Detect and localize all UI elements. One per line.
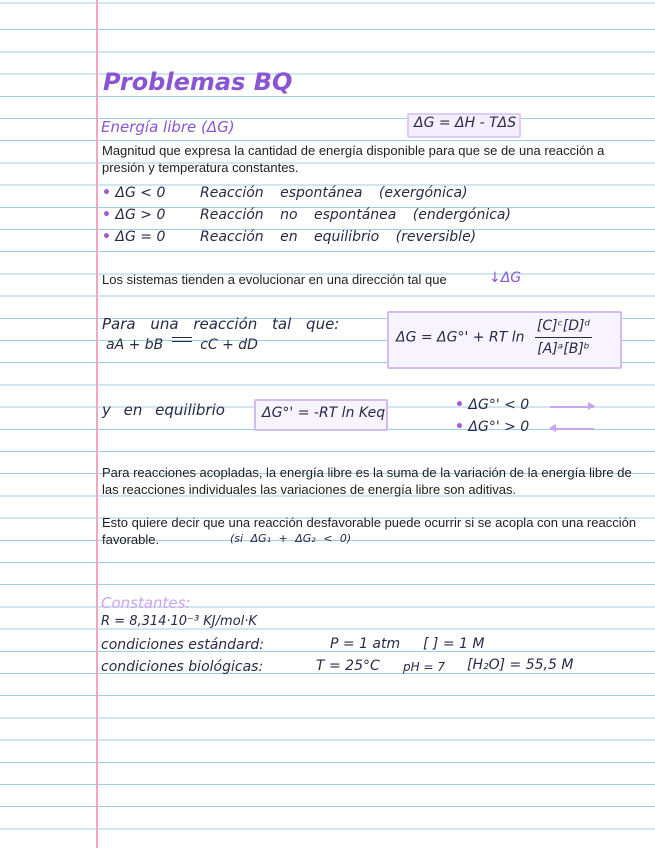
standard-pressure: P = 1 atm: [330, 636, 401, 652]
section-heading-free-energy: Energía libre (ΔG): [101, 118, 235, 136]
standard-concentration: [ ] = 1 M: [423, 636, 485, 652]
case-row: [102, 229, 165, 245]
case-row: [102, 185, 165, 201]
bullet: •: [102, 207, 111, 223]
equation-prefix: ΔG = ΔG°' + RT ln: [396, 329, 525, 346]
case-row: [102, 207, 165, 223]
equilibrium-case-text: ΔG°' > 0: [468, 419, 530, 435]
equilibrium-case: [455, 397, 529, 413]
bullet: •: [455, 397, 464, 413]
arrow-right-icon: [550, 406, 594, 408]
equilibrium-arrows-icon: [172, 334, 192, 345]
case-condition: ΔG > 0: [115, 207, 166, 223]
page-title: Problemas BQ: [103, 68, 293, 96]
equilibrium-case: [455, 419, 529, 435]
fraction-denominator: [A]ᵃ[B]ᵇ: [537, 341, 590, 357]
reaction-equation: [106, 337, 258, 353]
equilibrium-case-text: ΔG°' < 0: [468, 397, 530, 413]
reaction-right: cC + dD: [200, 337, 258, 353]
case-condition: ΔG < 0: [115, 185, 166, 201]
case-description: Reacción espontánea (exergónica): [200, 185, 468, 201]
bullet: •: [455, 419, 464, 435]
water-concentration: [H₂O] = 55,5 M: [467, 657, 574, 673]
standard-conditions-label: condiciones estándard:: [101, 637, 264, 653]
coupled-note: (si ΔG₁ + ΔG₂ < 0): [230, 532, 352, 545]
concentration-fraction: [535, 316, 592, 359]
constants-heading: Constantes:: [101, 594, 191, 612]
coupled-paragraph-2: Esto quiere decir que una reacción desfavorable puede ocurrir si se acopla con una reacción favorable.: [102, 515, 637, 547]
reaction-left: aA + bB: [106, 337, 164, 353]
definition-text: Magnitud que expresa la cantidad de energía disponible para que se de una reacción a presión y temperatura constantes.: [102, 143, 605, 175]
fraction-numerator: [C]ᶜ[D]ᵈ: [535, 316, 592, 338]
case-description: Reacción en equilibrio (reversible): [200, 229, 477, 245]
bullet: •: [102, 229, 111, 245]
tendency-text: Los sistemas tienden a evolucionar en una dirección tal que: [102, 272, 447, 287]
case-condition: ΔG = 0: [115, 229, 166, 245]
equilibrium-label: y en equilibrio: [102, 401, 225, 419]
free-energy-equation: [396, 316, 592, 359]
reaction-intro: Para una reacción tal que:: [102, 315, 340, 333]
biological-temperature: T = 25°C: [316, 658, 380, 674]
biological-conditions-label: condiciones biológicas:: [101, 659, 264, 675]
biological-ph: pH = 7: [403, 660, 445, 674]
coupled-paragraph: Para reacciones acopladas, la energía libre es la suma de la variación de la energía libre de las reacciones individuales las variaciones de energía libre son aditivas.: [102, 465, 632, 497]
formula-gibbs: ΔG = ΔH - TΔS: [414, 115, 517, 131]
case-description: Reacción no espontánea (endergónica): [200, 207, 511, 223]
gas-constant: R = 8,314·10⁻³ KJ/mol·K: [101, 614, 257, 629]
equilibrium-formula: ΔG°' = -RT ln Keq: [262, 405, 386, 421]
tendency-symbol: ↓ΔG: [489, 270, 522, 286]
arrow-left-icon: [550, 428, 594, 430]
bullet: •: [102, 185, 111, 201]
margin-line: [96, 0, 98, 848]
